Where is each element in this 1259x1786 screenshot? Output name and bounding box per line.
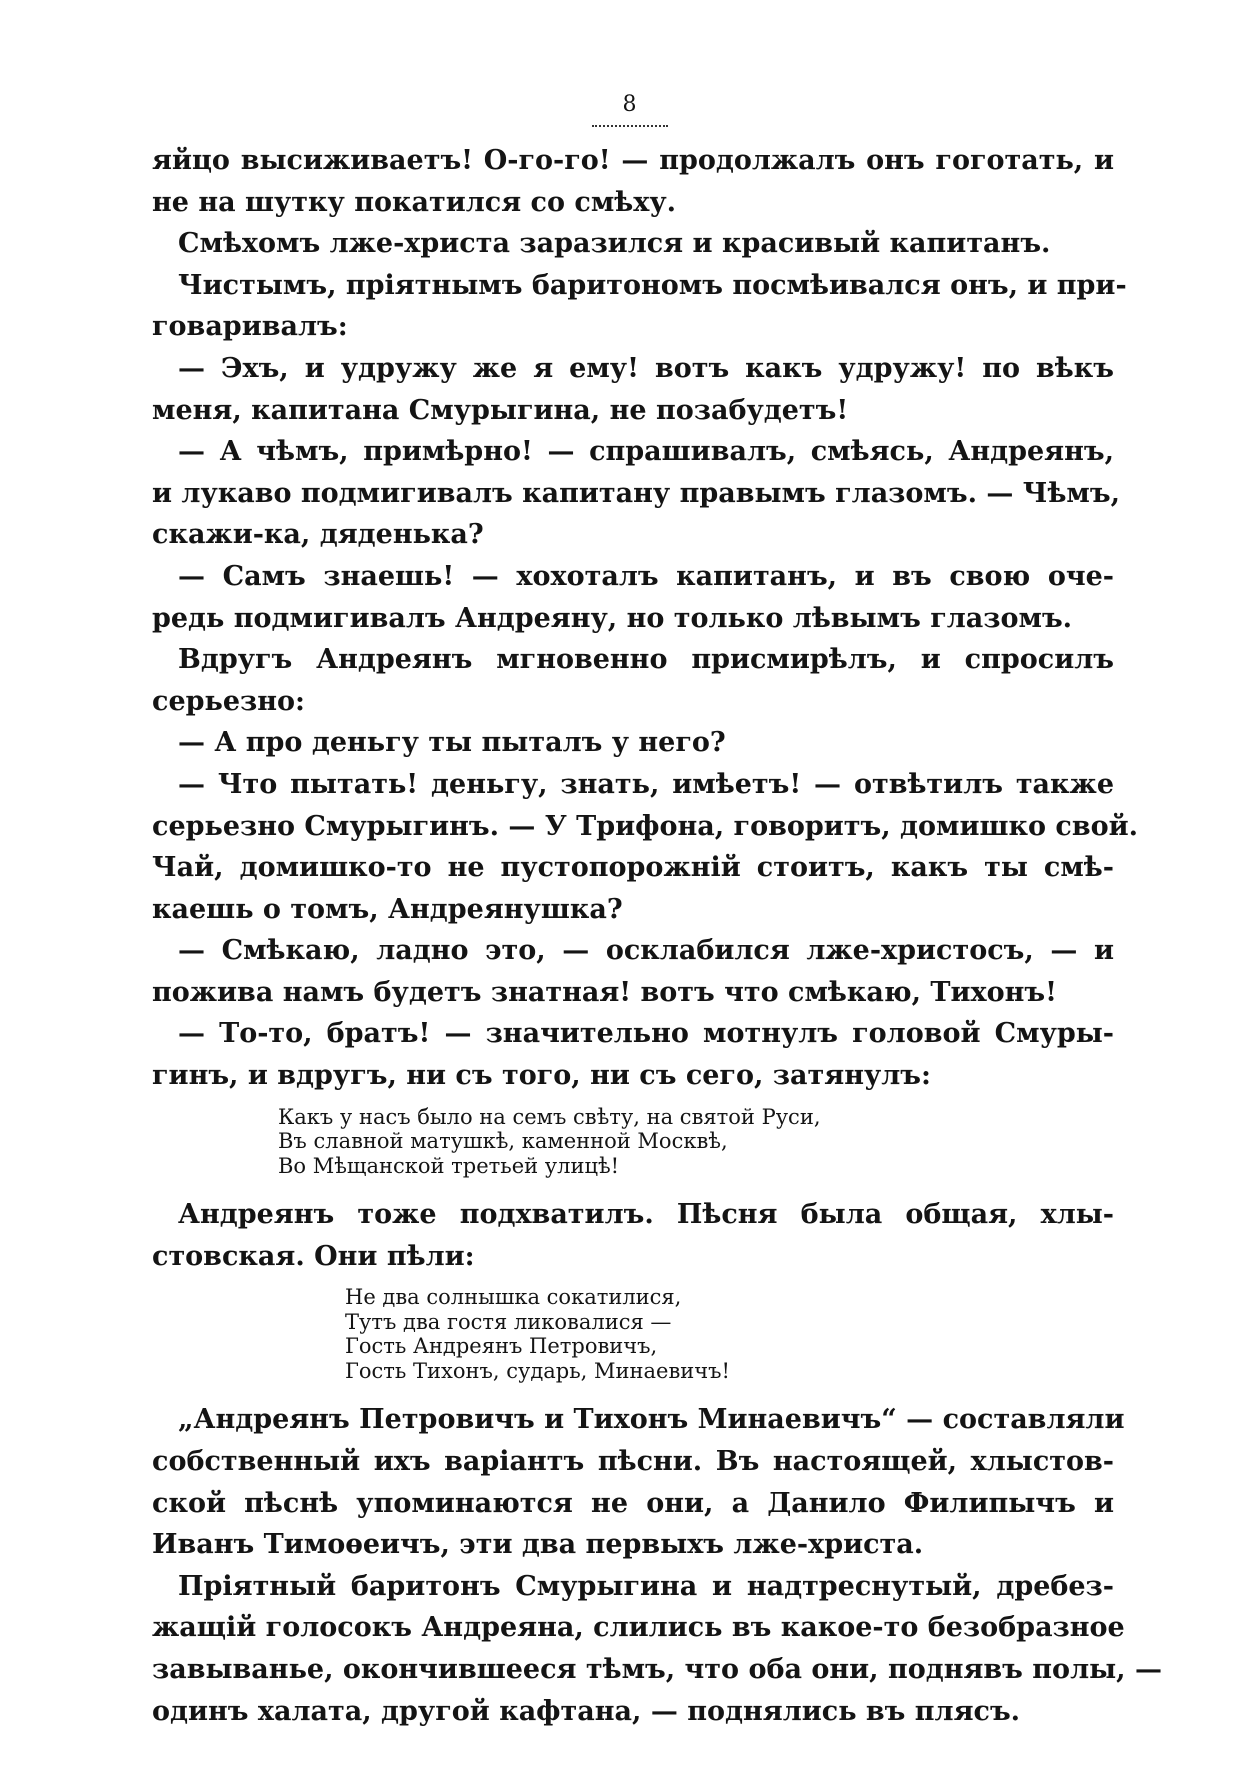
text-line: каешь о томъ, Андреянушка? xyxy=(152,893,623,925)
text-line: — А чѣмъ, примѣрно! — спрашивалъ, смѣясь, Андреянъ, xyxy=(178,436,1114,468)
text-line: завыванье, окончившееся тѣмъ, что оба они, поднявъ полы, — xyxy=(152,1653,1162,1685)
text-line: — Самъ знаешь! — хохоталъ капитанъ, и въ свою оче- xyxy=(178,560,1114,592)
text-line: ской пѣснѣ упоминаются не они, а Данило Филипычъ и xyxy=(152,1487,1114,1519)
text-line: жащій голосокъ Андреяна, слились въ какое-то безобразное xyxy=(152,1612,1125,1644)
text-line: не на шутку покатился со смѣху. xyxy=(152,186,677,218)
text-line: — Смѣкаю, ладно это, — осклабился лже-христосъ, — и xyxy=(178,935,1114,967)
song-verse xyxy=(152,1105,1114,1179)
paragraph xyxy=(152,223,1114,265)
text-line: одинъ халата, другой кафтана, — поднялись въ плясъ. xyxy=(152,1695,1021,1727)
paragraph xyxy=(152,930,1114,1013)
page-number: 8 xyxy=(622,92,637,117)
page-number-ornament xyxy=(592,120,668,127)
text-line: „Андреянъ Петровичъ и Тихонъ Минаевичъ“ — составляли xyxy=(178,1404,1125,1436)
text-line: серьезно Смурыгинъ. — У Трифона, говоритъ, домишко свой. xyxy=(152,810,1139,842)
text-line: стовская. Они пѣли: xyxy=(152,1240,475,1272)
text-line: Чай, домишко-то не пустопорожній стоитъ, какъ ты смѣ- xyxy=(152,852,1114,884)
paragraph xyxy=(152,1194,1114,1277)
text-line: Андреянъ тоже подхватилъ. Пѣсня была общая, хлы- xyxy=(178,1199,1114,1231)
text-line: яйцо высиживаетъ! О-го-го! — продолжалъ онъ гоготать, и xyxy=(152,145,1114,176)
paragraph xyxy=(152,639,1114,722)
text-line: серьезно: xyxy=(152,685,305,717)
verse-line: Во Мѣщанской третьей улицѣ! xyxy=(278,1153,620,1178)
text-line: Чистымъ, пріятнымъ баритономъ посмѣивался онъ, и при- xyxy=(178,269,1127,301)
verse-line: Гость Тихонъ, сударь, Минаевичъ! xyxy=(345,1358,730,1383)
text-line: говаривалъ: xyxy=(152,311,348,343)
verse-line: Тутъ два гостя ликовалися — xyxy=(345,1309,672,1334)
text-line: Иванъ Тимоѳеичъ, эти два первыхъ лже-христа. xyxy=(152,1529,924,1561)
text-line: Пріятный баритонъ Смурыгина и надтреснутый, дребез- xyxy=(178,1570,1114,1602)
verse-line: Гость Андреянъ Петровичъ, xyxy=(345,1334,658,1359)
paragraph xyxy=(152,265,1127,348)
paragraph xyxy=(152,140,1114,223)
text-line: — Эхъ, и удружу же я ему! вотъ какъ удружу! по вѣкъ xyxy=(178,352,1114,384)
text-line: Смѣхомъ лже-христа заразился и красивый капитанъ. xyxy=(178,228,1051,260)
verse-line: Въ славной матушкѣ, каменной Москвѣ, xyxy=(278,1129,728,1154)
paragraph xyxy=(152,1013,1114,1096)
paragraph xyxy=(152,764,1139,930)
paragraph xyxy=(152,431,1120,556)
verse-line: Не два солнышка сокатилися, xyxy=(345,1285,682,1310)
text-line: пожива намъ будетъ знатная! вотъ что смѣкаю, Тихонъ! xyxy=(152,976,1057,1008)
text-line: и лукаво подмигивалъ капитану правымъ глазомъ. — Чѣмъ, xyxy=(152,477,1120,509)
text-line: собственный ихъ варіантъ пѣсни. Въ настоящей, хлыстов- xyxy=(152,1445,1114,1477)
paragraph xyxy=(152,722,1114,764)
text-line: редь подмигивалъ Андреяну, но только лѣвымъ глазомъ. xyxy=(152,602,1073,634)
paragraph xyxy=(152,556,1114,639)
text-line: Вдругъ Андреянъ мгновенно присмирѣлъ, и спросилъ xyxy=(178,644,1114,676)
verse-line: Какъ у насъ было на семъ свѣту, на святой Руси, xyxy=(278,1104,821,1129)
text-line: — Что пытать! деньгу, знать, имѣетъ! — отвѣтилъ также xyxy=(178,768,1114,800)
paragraph xyxy=(152,1566,1162,1732)
text-line: меня, капитана Смурыгина, не позабудетъ! xyxy=(152,394,849,426)
text-line: — То-то, братъ! — значительно мотнулъ головой Смуры- xyxy=(178,1018,1114,1050)
text-line: скажи-ка, дяденька? xyxy=(152,519,484,551)
text-line: — А про деньгу ты пыталъ у него? xyxy=(178,727,726,759)
paragraph xyxy=(152,348,1114,431)
song-verse xyxy=(152,1285,1114,1383)
body-text xyxy=(152,140,1162,1732)
paragraph xyxy=(152,1399,1125,1565)
text-line: гинъ, и вдругъ, ни съ того, ни съ сего, затянулъ: xyxy=(152,1060,931,1092)
